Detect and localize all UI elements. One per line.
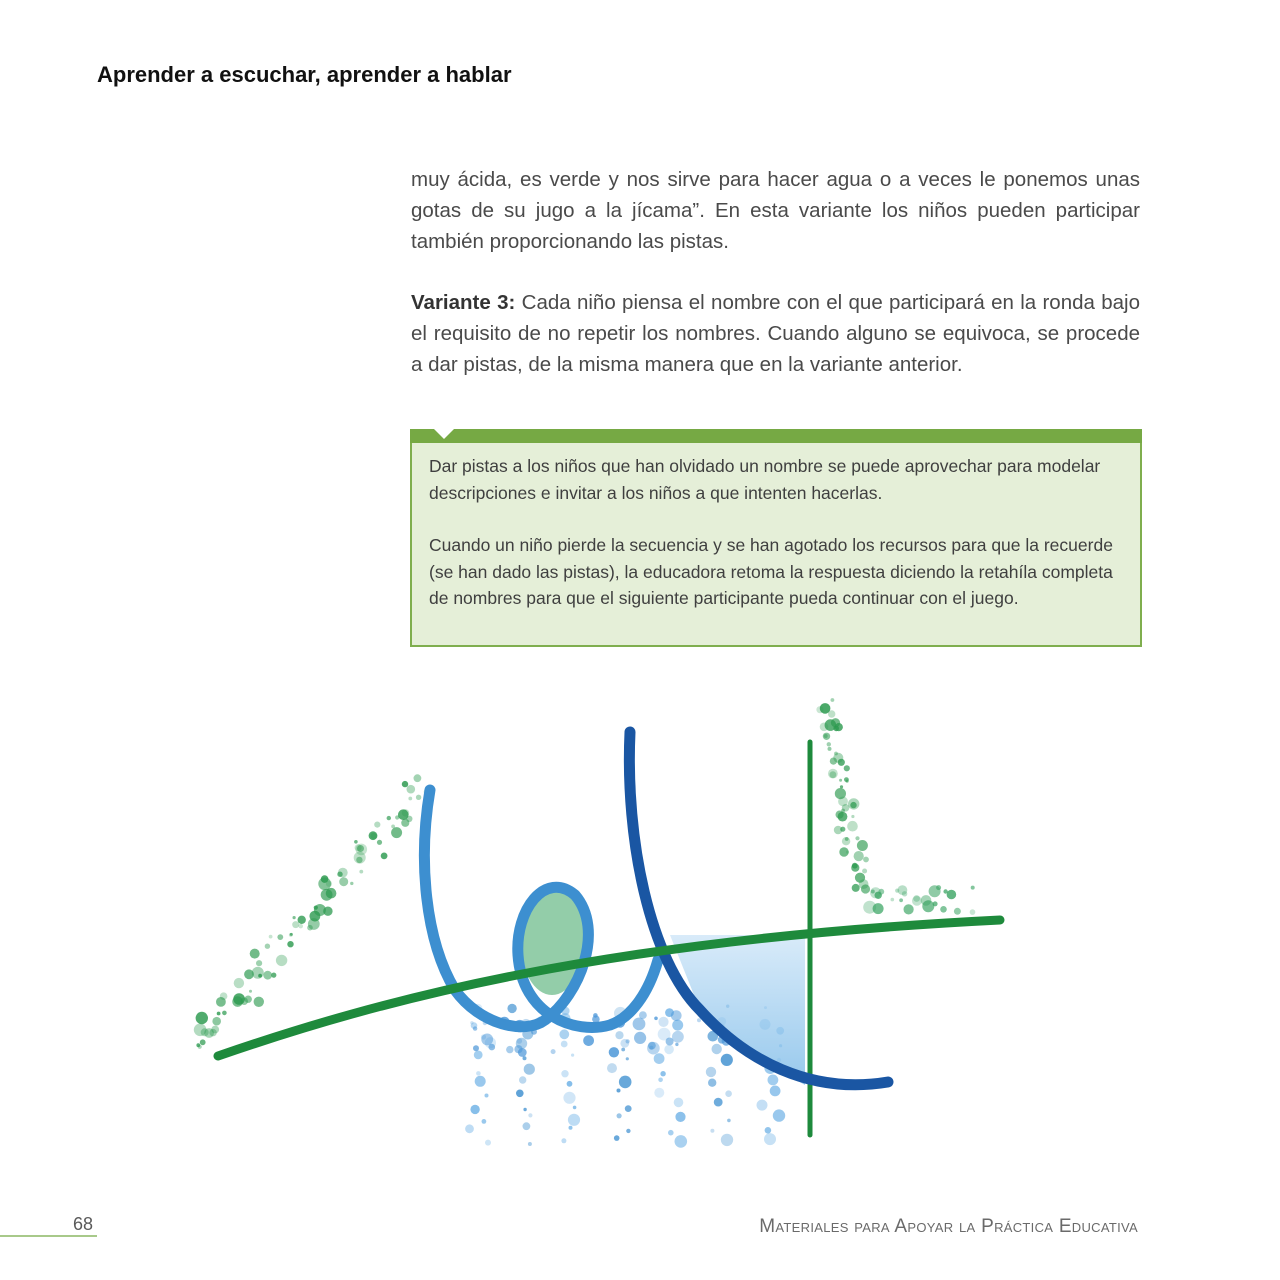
sprinkle-dot [391,827,402,838]
sprinkle-dot [517,1038,523,1044]
sprinkle-dot [912,896,922,906]
sprinkle-dot [954,908,961,915]
sprinkle-dot [571,1054,574,1057]
sprinkle-dot [568,1114,580,1126]
sprinkle-dot [222,1011,227,1016]
sprinkle-dot [831,698,835,702]
note-notch [434,429,454,439]
sprinkle-dot [561,1070,568,1077]
sprinkle-dot [721,1054,733,1066]
sprinkle-dot [873,903,884,914]
sprinkle-dot [936,885,941,890]
sprinkle-dot [626,1129,630,1133]
sprinkle-dot [712,1044,722,1054]
sprinkle-dot [854,851,864,861]
sprinkle-dot [474,1051,483,1060]
sprinkle-dot [706,1067,716,1077]
sprinkle-dot [350,882,353,885]
sprinkle-dot [402,809,409,816]
sprinkle-dot [840,827,845,832]
sprinkle-dot [269,935,273,939]
sprinkle-dot [407,785,416,794]
sprinkle-dot [861,884,870,893]
sprinkle-dot [672,1031,684,1043]
sprinkle-dot [770,1086,781,1097]
sprinkle-dot [823,733,830,740]
sprinkle-dot [633,1018,646,1031]
sprinkle-dot [857,840,868,851]
sprinkle-dot [660,1071,665,1076]
sprinkle-dot [658,1017,668,1027]
variant-3-text: Cada niño piensa el nombre con el que participará en la ronda bajo el requisito de no repetir los nombres. Cuando alguno se equivoca, se procede a dar pistas, de la misma manera que en la variante anterior. [411,291,1140,376]
sprinkle-dot [287,941,293,947]
sprinkle-dot [971,886,975,890]
sprinkle-dot [563,1092,575,1104]
sprinkle-dot [528,1142,532,1146]
sprinkle-dot [904,904,914,914]
footer-title: Materiales para Apoyar la Práctica Educativa [759,1216,1138,1237]
sprinkle-dot [559,1029,569,1039]
sprinkle-dot [561,1041,568,1048]
sprinkle-dot [359,870,363,874]
sprinkle-dot [708,1079,716,1087]
sprinkle-dot [470,1021,473,1024]
sprinkle-dot [523,1108,526,1111]
variant-3-paragraph [411,287,1140,380]
sprinkle-dot [710,1129,714,1133]
sprinkle-dot [838,812,848,822]
sprinkle-dot [465,1124,474,1133]
sprinkle-dot [697,1018,701,1022]
sprinkle-dot [402,781,408,787]
sprinkle-dot [654,1017,658,1021]
sprinkle-dot [211,1026,219,1034]
sprinkle-dot [721,1134,733,1146]
sprinkle-dot [416,795,421,800]
decorative-illustration [180,690,1040,1170]
sprinkle-dot [249,990,252,993]
sprinkle-dot [768,1075,779,1086]
sprinkle-dot [649,1046,653,1050]
sprinkle-dot [293,916,296,919]
sprinkle-dot [551,1049,556,1054]
sprinkle-dot [276,955,287,966]
sprinkle-dot [895,889,899,893]
sprinkle-dot [839,847,848,856]
sprinkle-dot [828,747,832,751]
sprinkle-dot [518,1048,527,1057]
sprinkle-dot [200,1039,206,1045]
sprinkle-dot [326,881,332,887]
sprinkle-dot [615,1031,623,1039]
sprinkle-dot [820,723,829,732]
sprinkle-dot [654,1088,664,1098]
sprinkle-dot [256,960,262,966]
sprinkle-dot [481,1034,493,1046]
sprinkle-dot [626,1039,630,1043]
sprinkle-dot [609,1047,619,1057]
sprinkle-dot [875,892,882,899]
note-header-bar [410,429,1142,443]
sprinkle-dot [323,907,332,916]
sprinkle-dot [485,1094,489,1098]
sprinkle-dot [470,1105,479,1114]
sprinkle-dot [846,780,849,783]
body-paragraph: muy ácida, es verde y nos sirve para hacer agua o a veces le ponemos unas gotas de su jugo a la jícama”. En esta variante los niños pueden participar también proporcionando las pistas. [411,168,1140,253]
sprinkle-dot [401,819,409,827]
sprinkle-dot [354,840,358,844]
sprinkle-dot [839,779,842,782]
sprinkle-dot [852,863,858,869]
sprinkle-dot [408,797,412,801]
sprinkle-dot [639,1011,647,1019]
sprinkle-dot [625,1105,632,1112]
sprinkle-dot [654,1053,665,1064]
sprinkle-dot [254,997,264,1007]
sprinkle-dot [217,1012,221,1016]
sprinkle-dot [674,1098,684,1108]
sprinkle-dot [298,916,306,924]
variant-3-label: Variante 3: [411,291,516,314]
sprinkle-dot [845,837,849,841]
sprinkle-dot [773,1109,785,1121]
sprinkle-dot [561,1138,566,1143]
sprinkle-dot [196,1012,208,1024]
sprinkle-dot [263,971,272,980]
sprinkle-dot [619,1076,632,1089]
note-paragraph-1: Dar pistas a los niños que han olvidado un nombre se puede aprovechar para modelar descripciones e invitar a los niños a que intenten hacerlas. [429,456,1101,503]
sprinkle-dot [567,1081,573,1087]
sprinkle-dot [851,815,854,818]
sprinkle-dot [607,1063,617,1073]
sprinkle-dot [292,921,299,928]
sprinkle-dot [321,889,333,901]
sprinkle-dot [842,804,850,812]
sprinkle-dot [626,1057,629,1060]
sprinkle-dot [847,821,858,832]
sprinkle-dot [196,1043,200,1047]
sprinkle-dot [844,765,850,771]
sprinkle-dot [714,1098,723,1107]
sprinkle-dot [289,933,293,937]
sprinkle-dot [852,884,860,892]
sprinkle-dot [970,909,976,915]
sprinkle-dot [387,816,391,820]
sprinkle-dot [862,869,867,874]
note-paragraph-2: Cuando un niño pierde la secuencia y se han agotado los recursos para que la recuerde (se han dado las pistas), la educadora retoma la respuesta diciendo la retahíla completa de nombres para que el siguiente participante pueda continuar con el juego. [429,535,1113,608]
sprinkle-dot [617,1089,621,1093]
sprinkle-dot [216,997,226,1007]
sprinkle-dot [524,1064,535,1075]
sprinkle-dot [339,877,348,886]
sprinkle-dot [675,1043,678,1046]
sprinkle-dot [943,889,947,893]
sprinkle-dot [212,1017,221,1026]
sprinkle-dot [671,1010,682,1021]
sprinkle-dot [381,853,388,860]
footer-rule [0,1235,97,1237]
sprinkle-dot [940,906,947,913]
sprinkle-dot [485,1140,491,1146]
sprinkle-dot [863,857,869,863]
sprinkle-dot [855,836,859,840]
sprinkle-dot [482,1119,487,1124]
sprinkle-dot [356,844,368,856]
sprinkle-dot [835,788,846,799]
sprinkle-dot [621,1048,625,1052]
sprinkle-dot [369,831,378,840]
sprinkle-dot [506,1046,513,1053]
sprinkle-dot [764,1133,776,1145]
sprinkle-dot [855,873,865,883]
sprinkle-dot [820,703,831,714]
sprinkle-dot [516,1090,524,1098]
sprinkle-dot [617,1113,622,1118]
sprinkle-dot [921,895,932,906]
sprinkle-dot [614,1135,620,1141]
sprinkle-dot [233,993,245,1005]
sprinkle-dot [573,1106,577,1110]
sprinkle-dot [473,1045,479,1051]
sprinkle-dot [668,1130,674,1136]
sprinkle-dot [899,898,903,902]
sprinkle-dot [831,718,840,727]
sprinkle-dot [523,1056,527,1060]
sprinkle-dot [523,1122,531,1130]
sprinkle-dot [891,898,895,902]
sprinkle-dot [675,1112,685,1122]
sprinkle-dot [840,785,843,788]
sprinkle-dot [377,840,382,845]
sprinkle-dot [528,1113,532,1117]
sprinkle-dot [827,742,831,746]
sprinkle-dot [476,1071,481,1076]
page-header-title: Aprender a escuchar, aprender a hablar [97,62,512,87]
sprinkle-dot [664,1045,674,1055]
note-content [429,453,1119,638]
sprinkle-dot [265,944,270,949]
sprinkle-dot [250,949,260,959]
sprinkle-dot [374,822,380,828]
sprinkle-dot [475,1076,486,1087]
sprinkle-dot [838,759,845,766]
sprinkle-dot [828,769,838,779]
body-text [411,164,1140,410]
sprinkle-dot [947,890,957,900]
sprinkle-dot [473,1026,477,1030]
sprinkle-dot [634,1032,646,1044]
sprinkle-dot [507,1004,516,1013]
sprinkle-dot [569,1126,573,1130]
sprinkle-dot [727,1119,731,1123]
green-horizontal-stroke [218,920,1000,1056]
sprinkle-dot [725,1090,732,1097]
sprinkle-dot [850,802,856,808]
sprinkle-dot [765,1127,772,1134]
sprinkle-dot [271,973,276,978]
waterfall-fill [670,935,805,1085]
sprinkle-dot [675,1135,688,1148]
sprinkle-dot [337,872,342,877]
sprinkle-dot [658,1078,663,1083]
sprinkle-dot [757,1100,768,1111]
sprinkle-dot [519,1076,526,1083]
sprinkle-dot [234,978,244,988]
sprinkle-dot [277,934,283,940]
note-box [410,429,1142,647]
page-number: 68 [73,1214,94,1234]
sprinkle-dot [252,967,264,979]
sprinkle-dot [672,1020,683,1031]
sprinkle-dot [310,911,321,922]
sprinkle-dot [583,1035,594,1046]
sprinkle-dot [414,774,422,782]
